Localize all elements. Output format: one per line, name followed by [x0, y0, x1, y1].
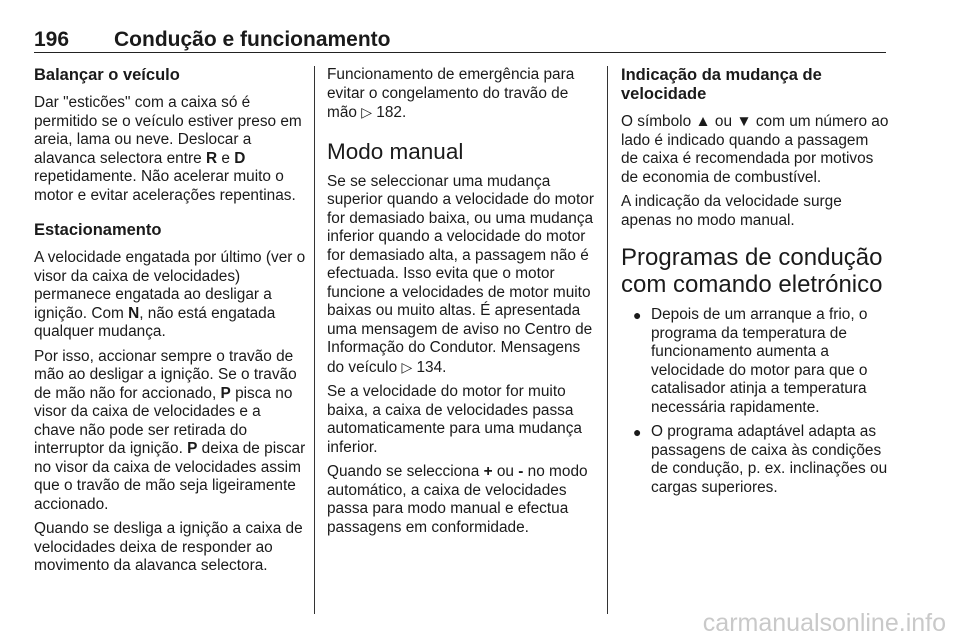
- bullet-list: [621, 306, 889, 497]
- paragraph-estacionamento-1: A velocidade engatada por último (ver o visor da caixa de velocidades) permanece engatada ao desligar a ignição. Com N, não está engatada qualquer mudança.: [34, 249, 306, 340]
- column-left: [34, 66, 306, 582]
- list-item: ● Depois de um arranque a frio, o programa da temperatura de funcionamento aumenta a velocidade do motor para que o catalisador atinja a temperatura necessária rapidamente.: [633, 306, 868, 416]
- page-reference-link[interactable]: 182.: [376, 104, 407, 121]
- paragraph-balancar: Dar "esticões" com a caixa só é permitido se o veículo estiver preso em areia, lama ou neve. Deslocar a alavanca selectora entre R e D repetidamente. Não acelerar muito o motor e evitar acelerações repentinas.: [34, 94, 302, 204]
- list-item: ● O programa adaptável adapta as passagens de caixa às condições de condução, p. ex. inclinações ou cargas superiores.: [633, 423, 888, 496]
- arrow-down-icon: ▼: [736, 113, 752, 130]
- paragraph-indicacao-2: A indicação da velocidade surge apenas no modo manual.: [621, 193, 842, 229]
- paragraph-modo-manual-1: Se se seleccionar uma mudança superior quando a velocidade do motor for demasiado baixa, ou uma mudança inferior quando a velocidade do motor for demasiado alta, a passagem não é efectuada. Isso evita que o motor funcione a velocidades de motor muito baixas ou muito altas. É apresentada uma mensagem de aviso no Centro de Informação do Condutor. Mensagens do veículo ▷ 134.: [327, 172, 594, 376]
- section-heading-modo-manual: Modo manual: [327, 138, 464, 164]
- reference-arrow-icon: ▷: [401, 358, 413, 375]
- reference-arrow-icon: ▷: [361, 104, 372, 120]
- page-reference-link[interactable]: 134.: [416, 358, 447, 376]
- section-heading-programas: Programas de condução com comando eletrónico: [621, 244, 883, 298]
- page-title: Condução e funcionamento: [114, 28, 391, 51]
- section-heading-indicacao: Indicação da mudança de velocidade: [621, 66, 822, 103]
- section-heading-balancar: Balançar o veículo: [34, 66, 180, 84]
- watermark: carmanualsonline.info: [702, 609, 946, 637]
- paragraph-continuation: Funcionamento de emergência para evitar o congelamento do travão de mão ▷ 182.: [327, 66, 575, 121]
- column-right: [621, 66, 889, 503]
- paragraph-modo-manual-2: Se a velocidade do motor for muito baixa, a caixa de velocidades passa automaticamente para uma mudança inferior.: [327, 383, 582, 456]
- column-divider: [314, 66, 315, 614]
- bullet-icon: ●: [633, 307, 642, 323]
- column-divider: [607, 66, 608, 614]
- page-number: 196: [34, 28, 70, 51]
- paragraph-estacionamento-2: Por isso, accionar sempre o travão de mão ao desligar a ignição. Se o travão de mão não for accionado, P pisca no visor da caixa de velocidades e a chave não pode ser retirada do interruptor da ignição. P deixa de piscar no visor da caixa de velocidades assim que o travão de mão seja ligeiramente accionado.: [34, 347, 306, 513]
- bullet-icon: ●: [633, 424, 642, 440]
- arrow-up-icon: ▲: [695, 113, 711, 130]
- paragraph-modo-manual-3: Quando se selecciona + ou - no modo automático, a caixa de velocidades passa para modo manual e efectua passagens em conformidade.: [327, 463, 588, 536]
- paragraph-estacionamento-3: Quando se desliga a ignição a caixa de velocidades deixa de responder ao movimento da alavanca selectora.: [34, 520, 303, 574]
- paragraph-indicacao-1: O símbolo ▲ ou ▼ com um número ao lado é indicado quando a passagem de caixa é recomendada por motivos de economia de combustível.: [621, 113, 889, 186]
- page-header: [34, 28, 886, 53]
- column-middle: [327, 66, 597, 543]
- section-heading-estacionamento: Estacionamento: [34, 221, 162, 239]
